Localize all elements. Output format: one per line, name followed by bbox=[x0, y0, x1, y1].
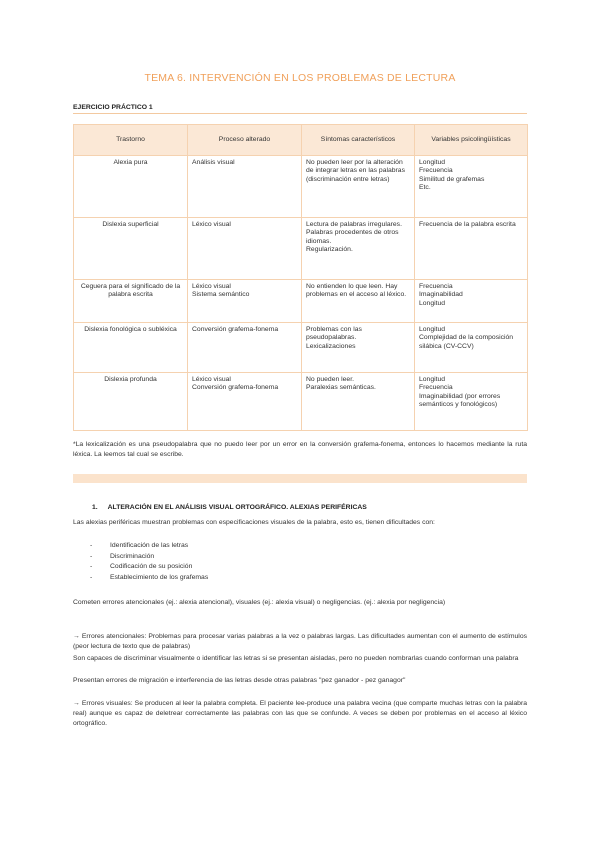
attentional-migration-paragraph: Presentan errores de migración e interferencia de las letras desde otras palabras "pez ganador - pez ganagor" bbox=[73, 677, 406, 684]
attentional-errors-paragraph: → Errores atencionales: Problemas para procesar varias palabras a la vez o palabras largas. Las dificultades aumentan con el aumento de estímulos (peor lectura de texto que de palabras) bbox=[73, 633, 527, 651]
bullet-dash: - bbox=[90, 552, 93, 560]
table-header-cell: Síntomas característicos bbox=[302, 125, 415, 156]
table-cell-process: Léxico visual Sistema semántico bbox=[188, 280, 302, 323]
attentional-discrimination-paragraph: Son capaces de discriminar visualmente o identificar las letras si se presentan aisladas, pero no pueden nombrarlas cuando conforman una palabra bbox=[73, 655, 519, 662]
table-cell-process: Conversión grafema-fonema bbox=[188, 323, 302, 373]
table-cell-disorder: Dislexia profunda bbox=[74, 373, 188, 431]
errors-paragraph: Cometen errores atencionales (ej.: alexia atencional), visuales (ej.: alexia visual) o negligencias. (ej.: alexia por negligencia) bbox=[73, 599, 446, 606]
visual-errors-paragraph: → Errores visuales: Se producen al leer la palabra completa. El paciente lee-produce una palabra vecina (que comparte muchas letras con la palabra real) aunque es capaz de deletrear correctamente las palabras con las que se confunde. A veces se deben por problemas en el acceso al léxico ortográfico. bbox=[73, 700, 527, 728]
list-item: - Identificación de las letras bbox=[90, 541, 208, 552]
list-item: - Discriminación bbox=[90, 552, 208, 563]
list-item: - Establecimiento de los grafemas bbox=[90, 573, 208, 584]
table-cell-disorder: Alexia pura bbox=[74, 156, 188, 218]
bullet-dash: - bbox=[90, 563, 93, 571]
table-cell-variables: Longitud Complejidad de la composición silábica (CV-CCV) bbox=[415, 323, 528, 373]
bullet-dash: - bbox=[90, 573, 93, 581]
table-header-cell: Trastorno bbox=[74, 125, 188, 156]
exercise-table bbox=[73, 124, 528, 431]
section-heading bbox=[92, 504, 367, 511]
table-cell-variables: Longitud Frecuencia Similitud de grafemas Etc. bbox=[415, 156, 528, 218]
table-row bbox=[74, 280, 528, 323]
difficulties-list bbox=[90, 541, 208, 583]
table-cell-symptoms: No entienden lo que leen. Hay problemas en el acceso al léxico. bbox=[302, 280, 415, 323]
table-cell-symptoms: No pueden leer. Paralexias semánticas. bbox=[302, 373, 415, 431]
page-title: TEMA 6. INTERVENCIÓN EN LOS PROBLEMAS DE LECTURA bbox=[144, 72, 456, 84]
table-cell-disorder: Dislexia superficial bbox=[74, 218, 188, 280]
section-number: 1. bbox=[92, 504, 98, 511]
table-row bbox=[74, 218, 528, 280]
bullet-dash: - bbox=[90, 542, 93, 549]
table-row bbox=[74, 323, 528, 373]
table-cell-disorder: Dislexia fonológica o subléxica bbox=[74, 323, 188, 373]
table-cell-variables: Frecuencia de la palabra escrita bbox=[415, 218, 528, 280]
divider-bar bbox=[73, 474, 527, 483]
table-cell-symptoms: No pueden leer por la alteración de integrar letras en las palabras (discriminación entre letras) bbox=[302, 156, 415, 218]
table-header-cell: Proceso alterado bbox=[188, 125, 302, 156]
table-cell-process: Análisis visual bbox=[188, 156, 302, 218]
section-title: ALTERACIÓN EN EL ANÁLISIS VISUAL ORTOGRÁFICO. ALEXIAS PERIFÉRICAS bbox=[107, 504, 367, 511]
table-header-cell: Variables psicolingüísticas bbox=[415, 125, 528, 156]
table-cell-process: Léxico visual Conversión grafema-fonema bbox=[188, 373, 302, 431]
exercise-heading: EJERCICIO PRÁCTICO 1 bbox=[73, 103, 527, 114]
table-row bbox=[74, 373, 528, 431]
table-cell-symptoms: Lectura de palabras irregulares. Palabras procedentes de otros idiomas. Regularización. bbox=[302, 218, 415, 280]
table-cell-variables: Longitud Frecuencia Imaginabilidad (por errores semánticos y fonológicos) bbox=[415, 373, 528, 431]
intro-paragraph: Las alexias periféricas muestran problemas con especificaciones visuales de la palabra, esto es, tienen dificultades con: bbox=[73, 519, 435, 526]
table-row bbox=[74, 156, 528, 218]
list-item: - Codificación de su posición bbox=[90, 562, 208, 573]
table-cell-symptoms: Problemas con las pseudopalabras. Lexicalizaciones bbox=[302, 323, 415, 373]
table-cell-disorder: Ceguera para el significado de la palabra escrita bbox=[74, 280, 188, 323]
footnote: *La lexicalización es una pseudopalabra que no puedo leer por un error en la conversión grafema-fonema, entonces lo hacemos mediante la ruta léxica. La leemos tal cual se escribe. bbox=[73, 441, 527, 458]
table-cell-variables: Frecuencia Imaginabilidad Longitud bbox=[415, 280, 528, 323]
table-cell-process: Léxico visual bbox=[188, 218, 302, 280]
table-header-row bbox=[74, 125, 528, 156]
